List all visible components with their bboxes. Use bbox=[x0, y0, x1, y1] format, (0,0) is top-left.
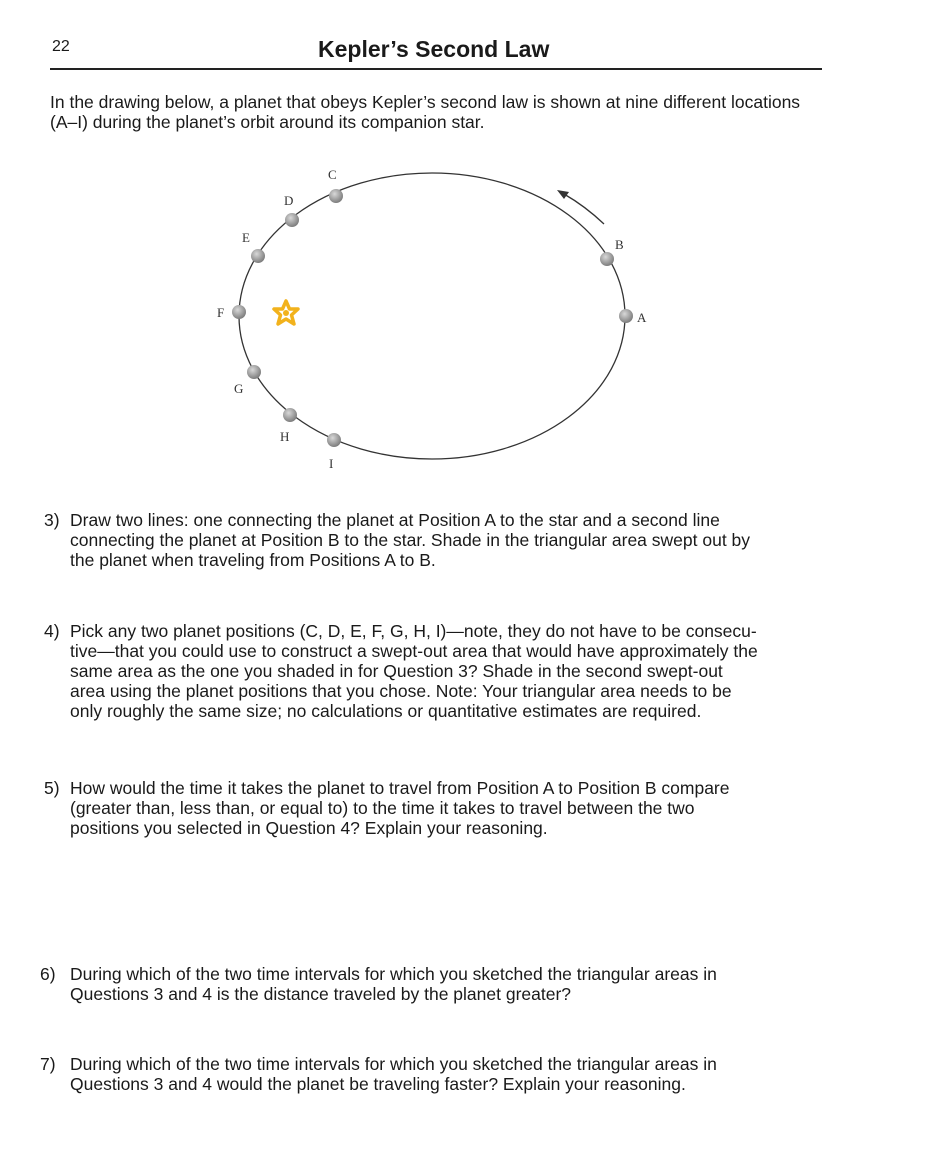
planet-d bbox=[285, 213, 299, 227]
question-text bbox=[70, 778, 730, 838]
label-c: C bbox=[328, 167, 337, 182]
label-d: D bbox=[284, 193, 294, 208]
question-line: Draw two lines: one connecting the planet at Position A to the star and a second line bbox=[70, 510, 720, 530]
planet-e bbox=[251, 249, 265, 263]
label-f: F bbox=[217, 305, 225, 320]
star-icon bbox=[274, 301, 298, 324]
question-text bbox=[70, 621, 758, 721]
question-text bbox=[70, 510, 750, 570]
question-line: positions you selected in Question 4? Explain your reasoning. bbox=[70, 818, 548, 838]
label-h: H bbox=[280, 429, 290, 444]
label-g: G bbox=[234, 381, 244, 396]
planet-i bbox=[327, 433, 341, 447]
label-e: E bbox=[242, 230, 250, 245]
planet-c bbox=[329, 189, 343, 203]
question-line: connecting the planet at Position B to the star. Shade in the triangular area swept out by bbox=[70, 530, 751, 550]
question-line: Questions 3 and 4 would the planet be traveling faster? Explain your reasoning. bbox=[70, 1074, 686, 1094]
direction-arrow bbox=[564, 194, 604, 224]
question-text bbox=[70, 1054, 717, 1094]
question-text bbox=[70, 964, 717, 1004]
question-line: During which of the two time intervals for which you sketched the triangular areas in bbox=[70, 1054, 717, 1074]
question-line: Questions 3 and 4 is the distance traveled by the planet greater? bbox=[70, 984, 572, 1004]
planet-a bbox=[619, 309, 633, 323]
planet-f bbox=[232, 305, 246, 319]
question-line: same area as the one you shaded in for Question 3? Shade in the second swept-out bbox=[70, 661, 723, 681]
planet-g bbox=[247, 365, 261, 379]
label-a: A bbox=[637, 310, 647, 325]
planet-h bbox=[283, 408, 297, 422]
arrowhead-icon bbox=[557, 190, 569, 199]
question-number: 6) bbox=[40, 964, 56, 984]
question-line: the planet when traveling from Positions A to B. bbox=[70, 550, 436, 570]
question-line: area using the planet positions that you chose. Note: Your triangular area needs to be bbox=[70, 681, 732, 701]
question-line: Pick any two planet positions (C, D, E, F, G, H, I)—note, they do not have to be consecu- bbox=[70, 621, 757, 641]
question-line: During which of the two time intervals for which you sketched the triangular areas in bbox=[70, 964, 717, 984]
question-line: (greater than, less than, or equal to) to the time it takes to travel between the two bbox=[70, 798, 695, 818]
label-i: I bbox=[329, 456, 334, 471]
orbit-diagram bbox=[0, 0, 934, 500]
question-number: 5) bbox=[44, 778, 60, 798]
label-b: B bbox=[615, 237, 624, 252]
page-number: 22 bbox=[52, 38, 70, 55]
planet-b bbox=[600, 252, 614, 266]
page-title: Kepler’s Second Law bbox=[318, 36, 550, 62]
question-line: How would the time it takes the planet to travel from Position A to Position B compare bbox=[70, 778, 730, 798]
question-line: only roughly the same size; no calculations or quantitative estimates are required. bbox=[70, 701, 702, 721]
question-line: tive—that you could use to construct a swept-out area that would have approximately the bbox=[70, 641, 758, 661]
question-number: 3) bbox=[44, 510, 60, 530]
question-number: 7) bbox=[40, 1054, 56, 1074]
question-number: 4) bbox=[44, 621, 60, 641]
intro-paragraph: In the drawing below, a planet that obeys Kepler’s second law is shown at nine different locations (A–I) during the planet’s orbit around its companion star. bbox=[50, 92, 801, 132]
